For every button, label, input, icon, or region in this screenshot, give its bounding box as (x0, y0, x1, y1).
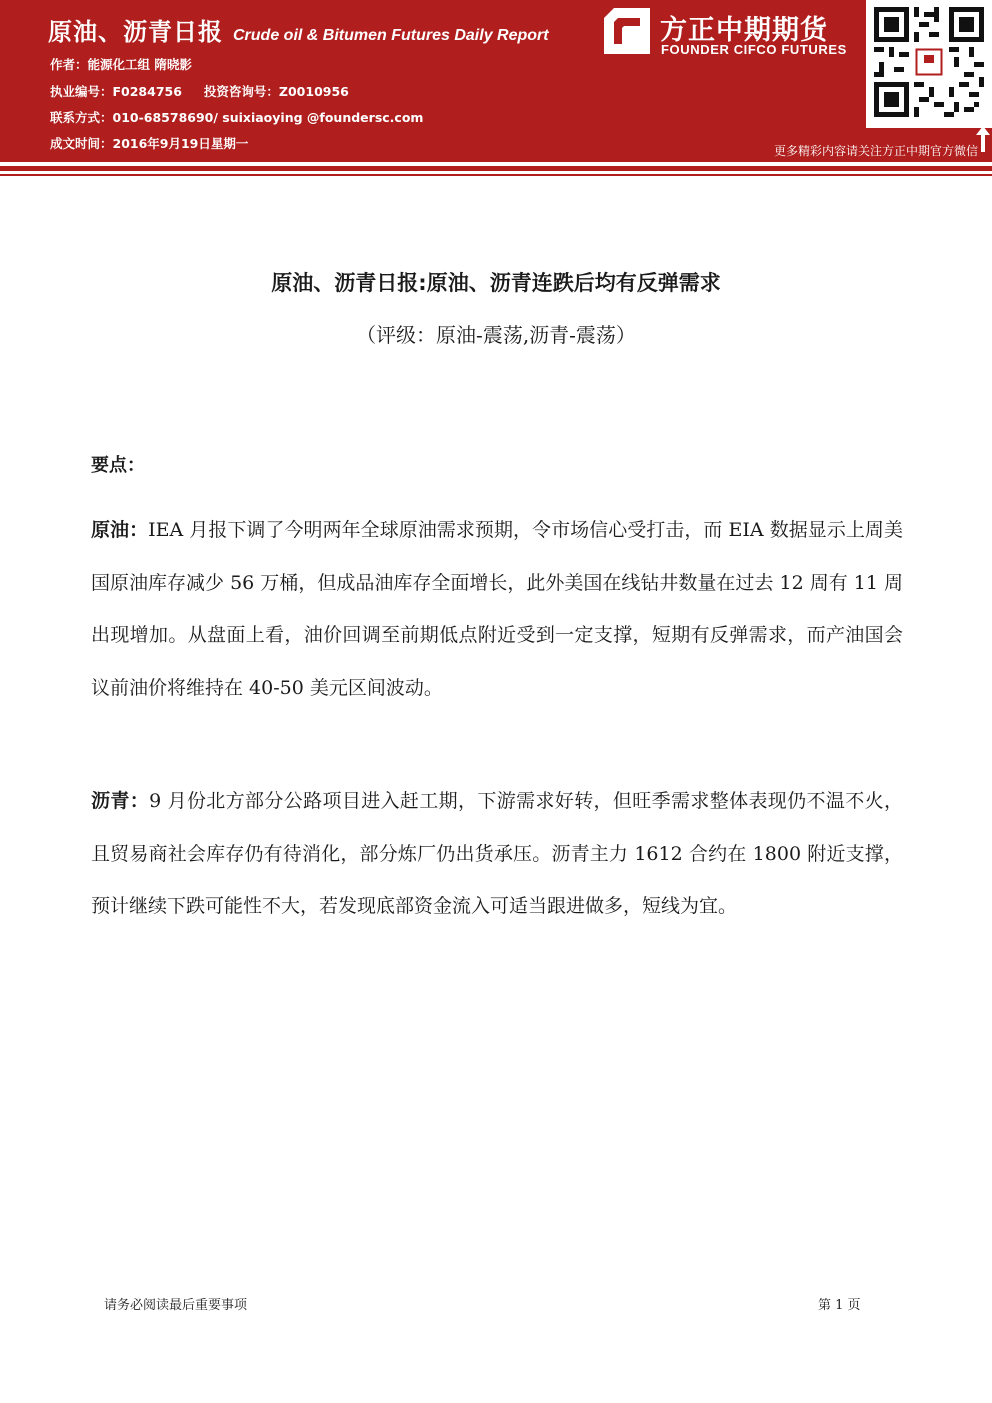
wechat-qr-code (866, 0, 992, 128)
paragraph-lead-crude: 原油： (91, 519, 149, 541)
date-line: 成文时间：2016年9月19日星期一 (50, 136, 249, 151)
header-divider-thick (0, 166, 992, 171)
footer-page-number: 第 1 页 (818, 1298, 861, 1313)
wechat-follow-note: 更多精彩内容请关注方正中期官方微信 (773, 144, 978, 158)
up-arrow-icon (976, 126, 990, 152)
document-title: 原油、沥青日报:原油、沥青连跌后均有反弹需求 (271, 271, 721, 295)
paragraph-lead-bitumen: 沥青： (91, 790, 150, 812)
paragraph-crude-oil (91, 504, 903, 714)
license-line (50, 82, 349, 100)
license-number: 执业编号：F0284756 (50, 84, 182, 99)
section-label-key-points: 要点： (91, 455, 145, 476)
header-divider-thin (0, 174, 992, 176)
contact-line: 联系方式：010-68578690/ suixiaoying @foundersc.com (50, 110, 424, 125)
author-line: 作者：能源化工组 隋晓影 (50, 57, 192, 72)
logo-text-cn: 方正中期期货 (660, 15, 828, 46)
paragraph-text-bitumen: 9 月份北方部分公路项目进入赶工期，下游需求好转，但旺季需求整体表现仍不温不火，且贸易商社会库存仍有待消化，部分炼厂仍出货承压。沥青主力 1612 合约在 1800 附近支撑，预计继续下跌可能性不大，若发现底部资金流入可适当跟进做多，短线为宜。 (91, 790, 903, 917)
qr-code-icon (874, 6, 984, 118)
report-title-en: Crude oil & Bitumen Futures Daily Report (233, 27, 549, 44)
report-header (0, 0, 992, 162)
document-rating: （评级：原油-震荡,沥青-震荡） (356, 323, 636, 347)
header-title-row (48, 12, 549, 47)
paragraph-bitumen (91, 775, 903, 933)
logo-text-en: FOUNDER CIFCO FUTURES (661, 42, 847, 57)
advisory-number: 投资咨询号：Z0010956 (203, 84, 349, 99)
footer-notice: 请务必阅读最后重要事项 (104, 1298, 248, 1313)
founder-logo-icon (604, 8, 650, 54)
company-logo (604, 8, 854, 60)
paragraph-text-crude: IEA 月报下调了今明两年全球原油需求预期，令市场信心受打击，而 EIA 数据显示上周美国原油库存减少 56 万桶，但成品油库存全面增长，此外美国在线钻井数量在过去 12 周有 11 周出现增加。从盘面上看，油价回调至前期低点附近受到一定支撑，短期有反弹需求，而产油国会议前油价将维持在 40-50 美元区间波动。 (91, 519, 903, 699)
report-title-cn: 原油、沥青日报 (48, 18, 223, 46)
